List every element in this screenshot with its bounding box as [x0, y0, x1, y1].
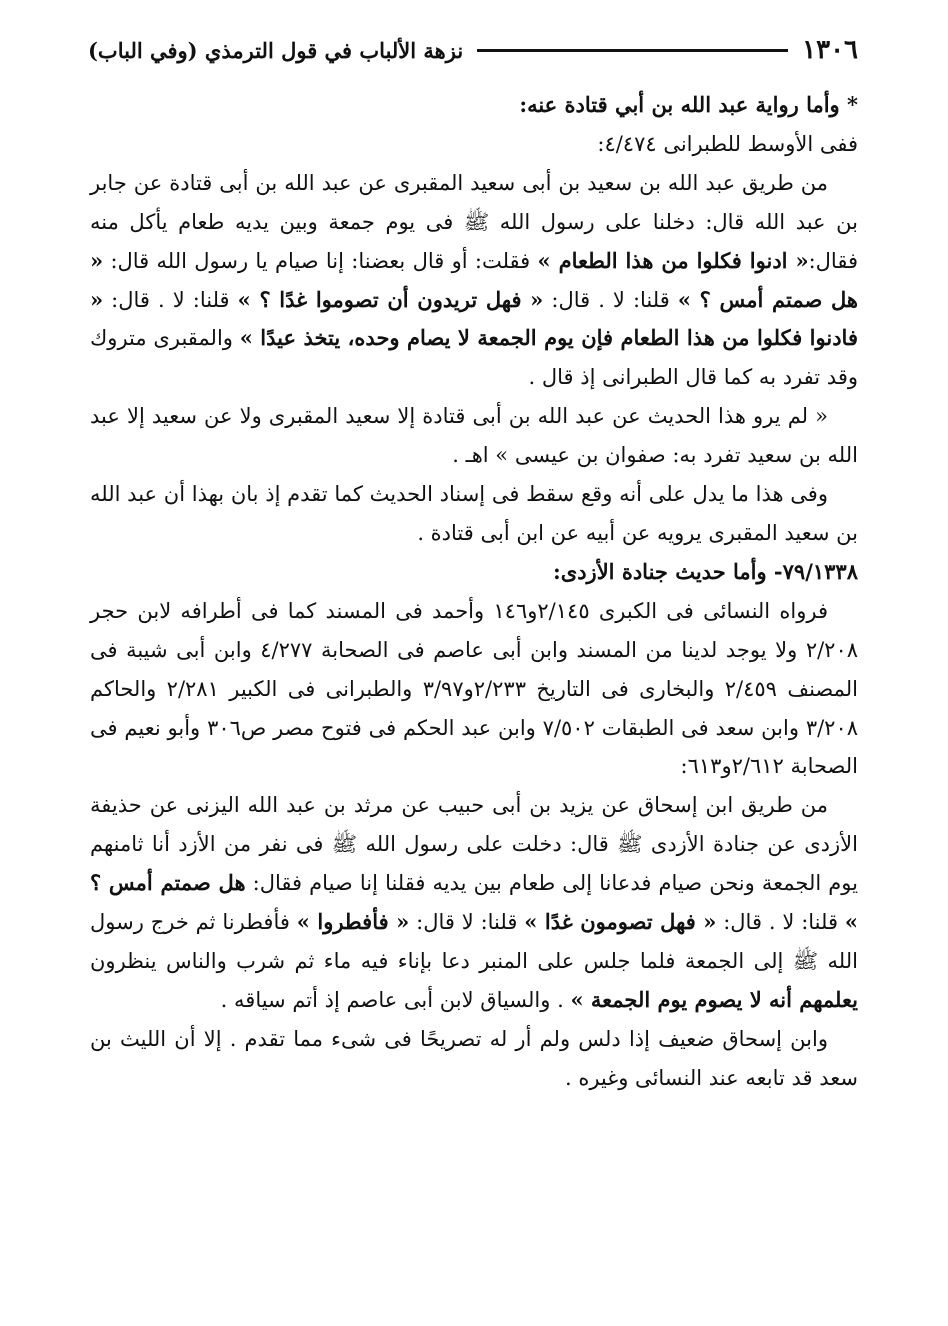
- source-reference: ففى الأوسط للطبرانى ٤/٤٧٤:: [597, 131, 858, 156]
- section-heading: ٧٩/١٣٣٨- وأما حديث جنادة الأزدى:: [553, 558, 858, 584]
- quotation-paragraph: « لم يرو هذا الحديث عن عبد الله بن أبى قتادة إلا سعيد المقبرى ولا عن سعيد إلا عبد الله بن سعيد تفرد به: صفوان بن عيسى » اهـ .: [90, 404, 858, 468]
- page-body: [90, 86, 858, 1098]
- quoted-speech: هل صمتم أمس ؟ »: [90, 870, 858, 935]
- commentary-paragraph: وفى هذا ما يدل على أنه وقع سقط فى إسناد الحديث كما تقدم إذ بان بهذا أن عبد الله بن سعيد المقبرى يرويه عن أبيه عن ابن أبى قتادة .: [90, 482, 858, 545]
- text-run: قلنا: لا . قال:: [103, 287, 238, 312]
- running-title: نزهة الألباب في قول الترمذي (وفي الباب): [88, 37, 464, 63]
- commentary-paragraph: وابن إسحاق ضعيف إذا دلس ولم أر له تصريحًا فى شىء مما تقدم . إلا أن الليث بن سعد قد تابعه عند النسائى وغيره .: [90, 1026, 858, 1090]
- page-number: ١٣٠٦: [802, 35, 858, 65]
- text-run: . والسياق لابن أبى عاصم إذ أتم سياقه .: [220, 987, 571, 1012]
- text-run: من طريق ابن إسحاق عن يزيد بن أبى حبيب عن مرثد بن عبد الله اليزنى عن حذيفة الأزدى عن جنادة الأزدى ﷺ قال: دخلت على رسول الله ﷺ فى نفر من الأزد أنا ثامنهم يوم الجمعة ونحن صيام فدعانا إلى طعام بين يديه فقلنا إنا صيام فقال:: [90, 793, 858, 896]
- text-run: فقلت: أو قال بعضنا: إنا صيام يا رسول الله قال:: [103, 248, 538, 273]
- text-run: من طريق عبد الله بن سعيد بن أبى سعيد المقبرى عن عبد الله بن أبى قتادة عن جابر بن عبد الله قال: دخلنا على رسول الله ﷺ فى يوم جمعة وبين يديه طعام يأكل منه فقال:: [90, 170, 858, 273]
- text-run: قلنا: لا قال:: [409, 910, 525, 935]
- quoted-speech: « فأفطروا »: [296, 909, 410, 935]
- quoted-speech: « هل صمتم أمس ؟ »: [90, 247, 858, 312]
- quoted-speech: « ادنوا فكلوا من هذا الطعام »: [537, 247, 809, 273]
- text-run: والمقبرى متروك وقد تفرد به كما قال الطبرانى إذ قال .: [90, 326, 858, 390]
- text-run: قلنا: لا . قال:: [716, 910, 845, 935]
- hadith-paragraph: [90, 786, 858, 1019]
- quoted-speech: « فهل تصومون غدًا »: [524, 909, 717, 935]
- quoted-speech: يعلمهم أنه لا يصوم يوم الجمعة »: [570, 986, 858, 1012]
- header-rule: [477, 49, 788, 52]
- section-heading: * وأما رواية عبد الله بن أبي قتادة عنه:: [519, 92, 858, 117]
- page-header: [88, 30, 858, 70]
- citation-paragraph: فرواه النسائى فى الكبرى ٢/١٤٥و١٤٦ وأحمد فى المسند كما فى أطرافه لابن حجر ٢/٢٠٨ ولا يوجد لدينا من المسند وابن أبى عاصم فى الصحابة ٤/٢٧٧ وابن أبى شيبة فى المصنف ٢/٤٥٩ والبخارى فى التاريخ ٢/٢٣٣و٣/٩٧ والطبرانى فى الكبير ٢/٢٨١ والحاكم ٣/٢٠٨ وابن سعد فى الطبقات ٧/٥٠٢ وابن عبد الحكم فى فتوح مصر ص٣٠٦ وأبو نعيم فى الصحابة ٢/٦١٢و٦١٣:: [90, 598, 859, 779]
- quoted-speech: « فادنوا فكلوا من هذا الطعام فإن يوم الجمعة لا يصام وحده، يتخذ عيدًا »: [90, 286, 858, 351]
- text-run: قلنا: لا . قال:: [543, 287, 678, 312]
- quoted-speech: « فهل تريدون أن تصوموا غدًا ؟ »: [237, 286, 544, 312]
- hadith-paragraph: [90, 164, 858, 397]
- text-run: فأفطرنا ثم خرج رسول الله ﷺ إلى الجمعة فلما جلس على المنبر دعا بإناء فيه ماء ثم شرب والناس ينظرون: [90, 910, 858, 973]
